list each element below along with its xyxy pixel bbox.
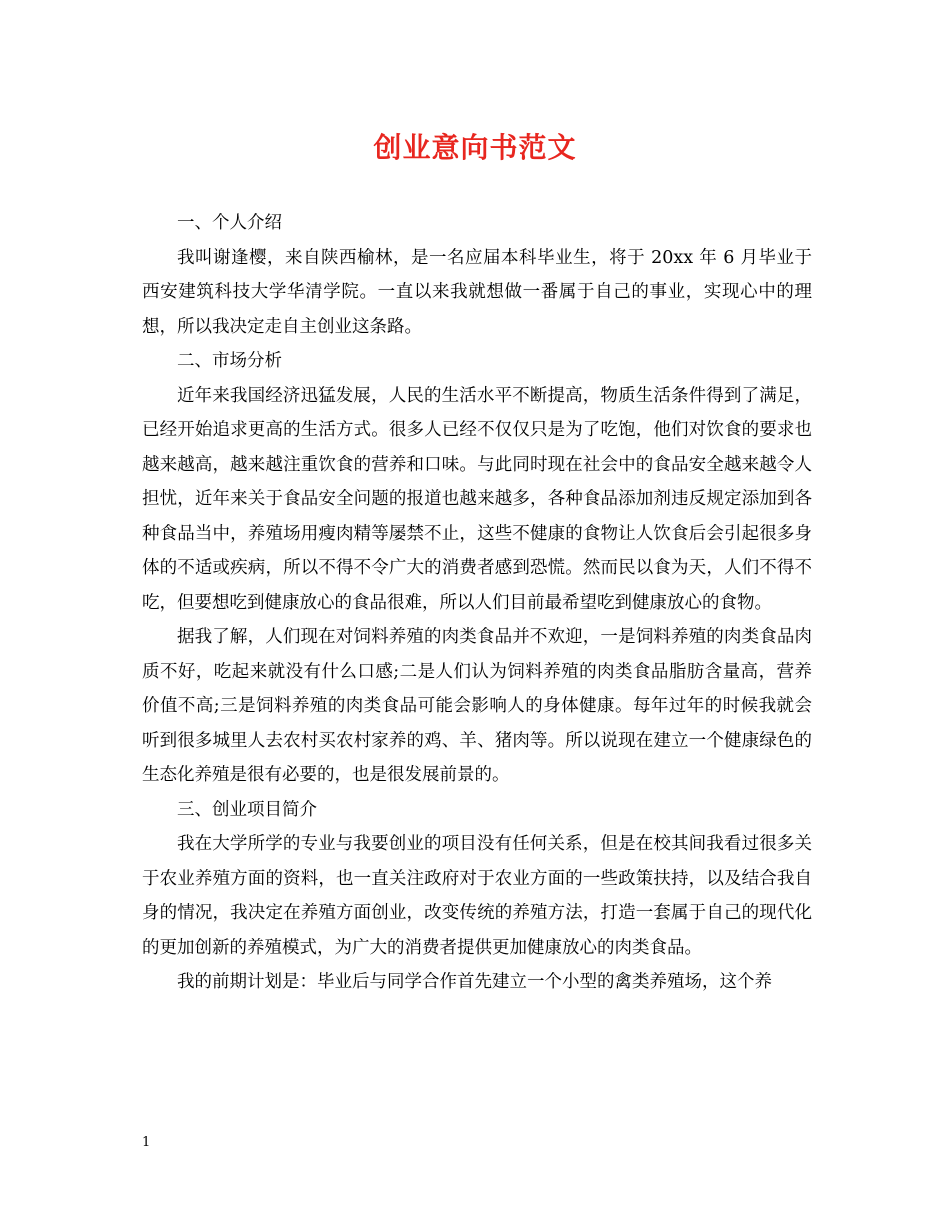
section-heading-personal-intro: 一、个人介绍 [177, 213, 282, 233]
page-number: 1 [142, 1135, 151, 1150]
paragraph: 我在大学所学的专业与我要创业的项目没有任何关系，但是在校其间我看过很多关于农业养殖方面的资料，也一直关注政府对于农业方面的一些政策扶持，以及结合我自身的情况，我决定在养殖方面创业，改变传统的养殖方法，打造一套属于自己的现代化的更加创新的养殖模式，为广大的消费者提供更加健康放心的肉类食品。 [142, 834, 812, 958]
section-heading-market-analysis: 二、市场分析 [177, 351, 282, 371]
document-title: 创业意向书范文 [373, 131, 577, 164]
paragraph: 我叫谢逢樱，来自陕西榆林，是一名应届本科毕业生，将于 20xx 年 6 月毕业于西安建筑科技大学华清学院。一直以来我就想做一番属于自己的事业，实现心中的理想，所以我决定走自主创业这条路。 [142, 247, 812, 337]
section-heading-project-intro: 三、创业项目简介 [177, 799, 317, 820]
paragraph: 据我了解，人们现在对饲料养殖的肉类食品并不欢迎，一是饲料养殖的肉类食品肉质不好，吃起来就没有什么口感;二是人们认为饲料养殖的肉类食品脂肪含量高，营养价值不高;三是饲料养殖的肉类食品可能会影响人的身体健康。每年过年的时候我就会听到很多城里人去农村买农村家养的鸡、羊、猪肉等。所以说现在建立一个健康绿色的生态化养殖是很有必要的，也是很发展前景的。 [142, 627, 812, 785]
paragraph: 我的前期计划是：毕业后与同学合作首先建立一个小型的禽类养殖场，这个养 [177, 972, 772, 992]
paragraph: 近年来我国经济迅猛发展，人民的生活水平不断提高，物质生活条件得到了满足，已经开始追求更高的生活方式。很多人已经不仅仅只是为了吃饱，他们对饮食的要求也越来越高，越来越注重饮食的营养和口味。与此同时现在社会中的食品安全越来越令人担忧，近年来关于食品安全问题的报道也越来越多，各种食品添加剂违反规定添加到各种食品当中，养殖场用瘦肉精等屡禁不止，这些不健康的食物让人饮食后会引起很多身体的不适或疾病，所以不得不令广大的消费者感到恐慌。然而民以食为天，人们不得不吃，但要想吃到健康放心的食品很难，所以人们目前最希望吃到健康放心的食物。 [142, 385, 812, 613]
document-body [142, 206, 812, 1000]
